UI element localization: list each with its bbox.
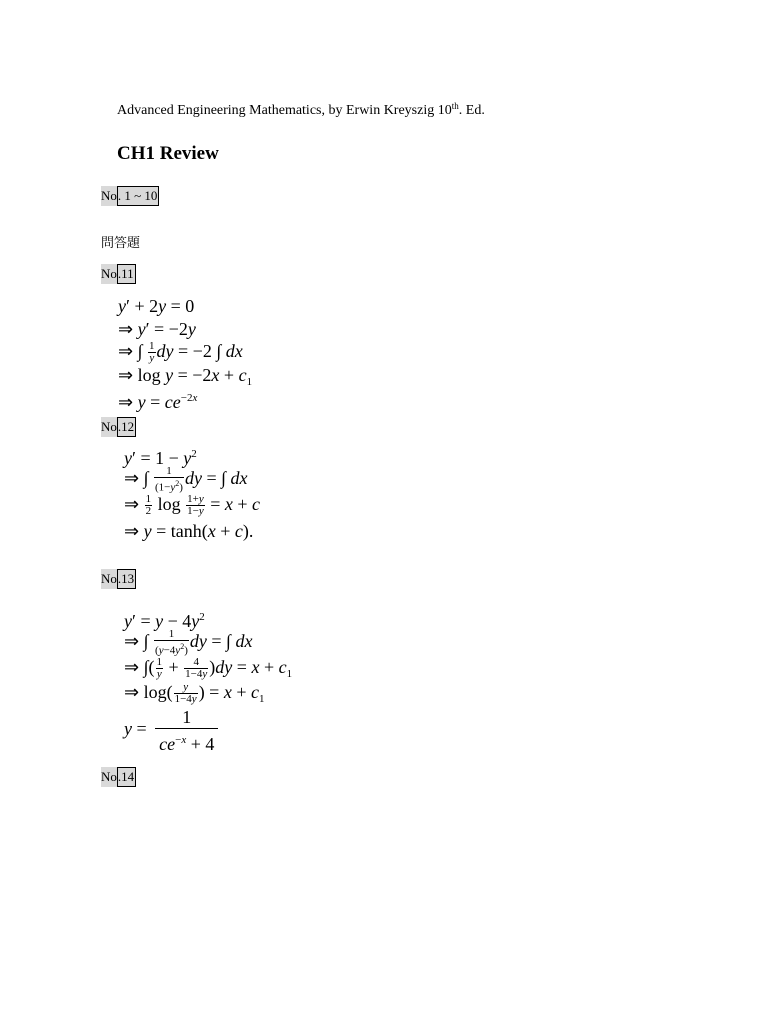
label-prefix: No: [101, 767, 117, 787]
problem-label-13: [101, 569, 136, 589]
problem-label-12: [101, 417, 136, 437]
label-prefix: No: [101, 186, 117, 206]
label-prefix: No: [101, 264, 117, 284]
label-box: .13: [117, 569, 136, 589]
label-box: .11: [117, 264, 136, 284]
eq-12-2: ⇒ ∫ $\frac{1}{(1-y^2)}$ dy = ∫ dx: [124, 465, 248, 494]
label-box: .14: [117, 767, 136, 787]
eq-11-1: y′ + 2y = 0: [118, 296, 195, 316]
problem-label-14: [101, 767, 136, 787]
eq-11-5: ⇒ $y = ce^{-2x}$: [118, 392, 198, 412]
eq-11-3: ⇒ ∫ $\frac{1}{y}$ dy = −2 ∫ dx: [118, 340, 243, 365]
citation-superscript: th: [451, 101, 459, 111]
eq-11-2: ⇒ y′ = −2y: [118, 319, 196, 339]
label-prefix: No: [101, 417, 117, 437]
eq-13-3: ⇒ ∫( $\frac{1}{y}$ + $\frac{4}{1-4y}$ )$dy = x + c_1$: [124, 656, 293, 681]
label-prefix: No: [101, 569, 117, 589]
eq-13-4: ⇒ log( $\frac{y}{1-4y}$ ) = $x + c_1$: [124, 681, 265, 706]
eq-13-5: y = $\frac{1}{ce^{-x} + 4}$: [124, 706, 218, 755]
eq-13-2: ⇒ ∫ $\frac{1}{(y-4y^2)}$ dy = ∫ dx: [124, 628, 253, 657]
eq-11-4: ⇒ $\log y = -2x + c_1$: [118, 365, 253, 388]
eq-12-3: ⇒ $\frac{1}{2}$ log $\frac{1+y}{1-y}$ = x + c: [124, 493, 261, 518]
eq-12-1: $y' = 1 - y^2$: [124, 448, 197, 468]
qa-heading: 問答題: [101, 236, 141, 251]
eq-13-1: $y' = y - 4y^2$: [124, 611, 205, 631]
label-box: .12: [117, 417, 136, 437]
problem-label-1-10: [101, 186, 159, 206]
book-citation: [117, 101, 485, 119]
citation-main: Advanced Engineering Mathematics, by Erwin Kreyszig 10: [117, 103, 452, 118]
citation-tail: . Ed.: [458, 103, 485, 118]
eq-12-4: ⇒ y = tanh(x + c).: [124, 521, 254, 541]
problem-label-11: [101, 264, 136, 284]
chapter-title: CH1 Review: [117, 143, 219, 164]
label-box: . 1 ~ 10: [117, 186, 160, 206]
